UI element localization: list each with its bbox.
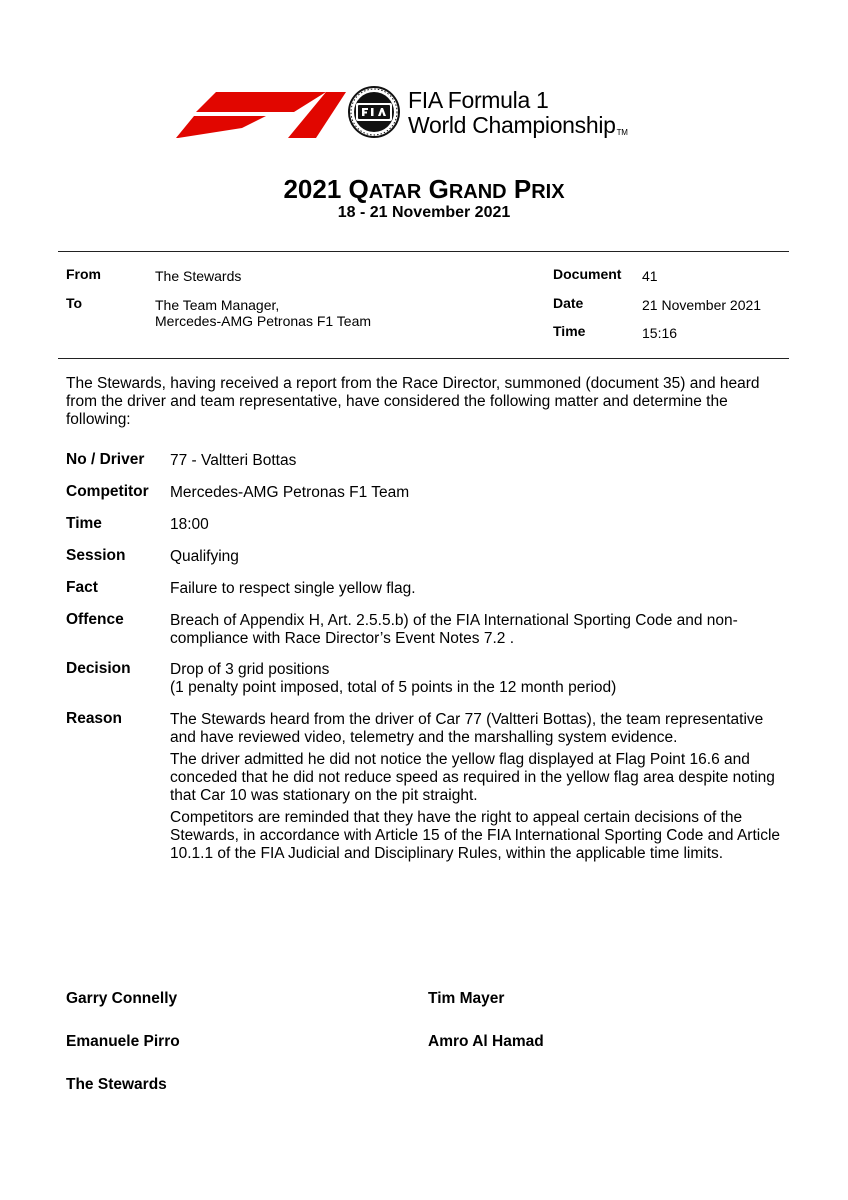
steward-name-4: Amro Al Hamad [428,1033,544,1050]
reason-value [170,711,780,867]
date-label: Date [553,295,584,311]
divider-top [58,251,789,252]
reason-paragraph-2: The driver admitted he did not notice the yellow flag displayed at Flag Point 16.6 and conceded that he did not reduce speed as required in the yellow flag area despite noting that Car 10 was stationary on the pit straight. [170,751,775,804]
championship-title [408,88,628,145]
header-logos [176,84,696,144]
to-value [155,297,371,329]
event-year: 2021 [283,174,342,204]
steward-name-2: Tim Mayer [428,990,505,1007]
incident-time-label: Time [66,515,102,532]
time-label: Time [553,323,586,339]
reason-paragraph-1: The Stewards heard from the driver of Car 77 (Valtteri Bottas), the team representative and have reviewed video, telemetry and the marshalling system evidence. [170,711,764,746]
steward-name-1: Garry Connelly [66,990,178,1007]
trademark-mark: TM [616,128,628,137]
fia-seal-icon [348,86,400,138]
intro-paragraph: The Stewards, having received a report from the Race Director, summoned (document 35) and heard from the driver and team representative, have considered the following matter and determine the following: [66,375,760,428]
reason-label: Reason [66,710,122,727]
f1-logo-icon [176,92,346,138]
signature-footer: The Stewards [66,1076,167,1093]
divider-bottom [58,358,789,359]
document-label: Document [553,266,622,282]
session-value: Qualifying [170,548,239,565]
driver-label: No / Driver [66,451,145,468]
championship-line-1: FIA Formula 1 [408,87,549,113]
document-value: 41 [642,268,658,284]
from-label: From [66,266,101,282]
to-line-2: Mercedes-AMG Petronas F1 Team [155,313,372,329]
offence-value: Breach of Appendix H, Art. 2.5.5.b) of the FIA International Sporting Code and non-compliance with Race Director’s Event Notes 7.2 . [170,612,738,647]
offence-label: Offence [66,611,124,628]
reason-paragraph-3: Competitors are reminded that they have the right to appeal certain decisions of the Stewards, in accordance with Article 15 of the FIA International Sporting Code and Article 10.1.1 of the FIA Judicial and Disciplinary Rules, within the applicable time limits. [170,809,781,862]
event-dates: 18 - 21 November 2021 [337,204,511,221]
session-label: Session [66,547,126,564]
fact-label: Fact [66,579,98,596]
competitor-value: Mercedes-AMG Petronas F1 Team [170,484,410,501]
driver-value: 77 - Valtteri Bottas [170,452,297,469]
decision-line-2: (1 penalty point imposed, total of 5 points in the 12 month period) [170,679,617,696]
decision-value [170,661,780,697]
date-value: 21 November 2021 [642,297,762,313]
from-value: The Stewards [155,268,242,284]
incident-time-value: 18:00 [170,516,209,533]
competitor-label: Competitor [66,483,149,500]
to-label: To [66,295,83,311]
time-value: 15:16 [642,325,678,341]
championship-line-2: World Championship [408,112,616,138]
decision-label: Decision [66,660,131,677]
to-line-1: The Team Manager, [155,297,280,313]
decision-line-1: Drop of 3 grid positions [170,661,330,678]
event-name: QATAR GRAND PRIX [348,174,565,204]
steward-name-3: Emanuele Pirro [66,1033,180,1050]
fact-value: Failure to respect single yellow flag. [170,580,416,597]
event-title [0,174,848,205]
